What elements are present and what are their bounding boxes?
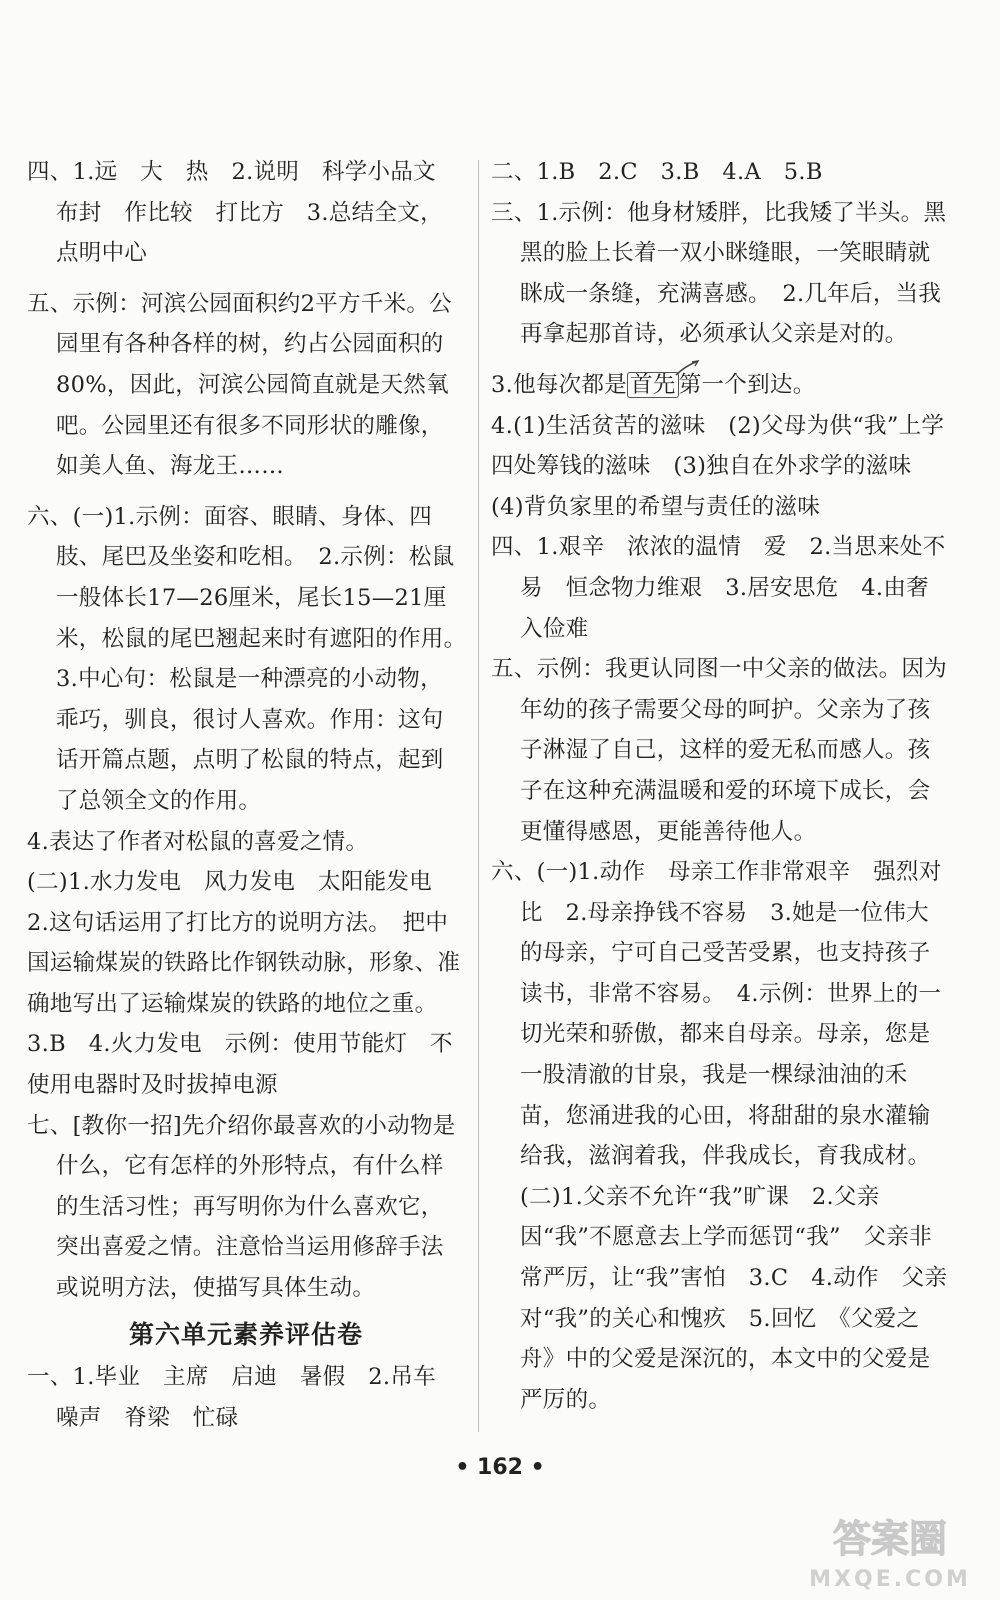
answer-section-5-right: 五、示例：我更认同图一中父亲的做法。因为年幼的孩子需要父母的呵护。父亲为了孩子淋湿了自己，这样的爱无私而感人。孩子在这种充满温暖和爱的环境下成长，会更懂得感恩，更能善待他人。 (491, 656, 948, 845)
answer-section-4: 四、1.远 大 热 2.说明 科学小品文 布封 作比较 打比方 3.总结全文，点明中心 (27, 159, 459, 267)
answer-section-3-item-3 (491, 365, 949, 406)
watermark-text: 答案圈 (832, 1517, 948, 1561)
answer-section-6-part-2-items: 2.这句话运用了打比方的说明方法。 把中国运输煤炭的铁路比作钢铁动脉，形象、准确地写出了运输煤炭的铁路的地位之重。 3.B 4.火力发电 示例：使用节能灯 不使用电器时及时拔掉电源 (27, 909, 461, 1099)
unit-6-title: 第六单元素养评估卷 (128, 1319, 363, 1349)
answer-section-6-part-1: 六、(一)1.示例：面容、眼睛、身体、四肢、尾巴及坐姿和吃相。 2.示例：松鼠一般体长17—26厘米，尾长15—21厘米，松鼠的尾巴翘起来时有遮阳的作用。 3.中心句：松鼠是一种漂亮的小动物，乖巧，驯良，很讨人喜欢。作用：这句话开篇点题，点明了松鼠的特点，起到了总领全文的作用。 (27, 503, 478, 814)
unit-6-section-1: 一、1.毕业 主席 启迪 暑假 2.吊车 噪声 脊梁 忙碌 (27, 1364, 459, 1431)
item-3-prefix: 3.他每次都是 (491, 371, 628, 398)
left-column (27, 152, 478, 1438)
watermark-logo (790, 1510, 990, 1595)
answer-section-6-part-2: (二)1.水力发电 风力发电 太阳能发电 (27, 869, 433, 896)
watermark-url: MXQE.COM (809, 1567, 971, 1592)
column-divider (478, 160, 479, 1432)
answer-section-5: 五、示例：河滨公园面积约2平方千米。公园里有各种各样的树，约占公园面积的80%，因此，河滨公园简直就是天然氧吧。公园里还有很多不同形状的雕像，如美人鱼、海龙王…… (27, 290, 453, 480)
insert-mark-icon (674, 359, 700, 377)
right-column (491, 152, 949, 1420)
answer-section-3: 三、1.示例：他身材矮胖，比我矮了半头。黑黑的脸上长着一双小眯缝眼，一笑眼睛就眯成一条缝，充满喜感。 2.几年后，当我再拿起那首诗，必须承认父亲是对的。 (491, 199, 947, 348)
item-3-suffix: 第一个到达。 (678, 371, 816, 398)
answer-section-6-right: 六、(一)1.动作 母亲工作非常艰辛 强烈对比 2.母亲挣钱不容易 3.她是一位伟大的母亲，宁可自己受苦受累，也支持孩子读书，非常不容易。 4.示例：世界上的一切光荣和骄傲，都来自母亲。母亲，您是一股清澈的甘泉，我是一棵绿油油的禾苗，您涌进我的心田，将甜甜的泉水灌输给我，滋润着我，伴我成长，育我成材。 (二)1.父亲不允许“我”旷课 2.父亲因“我”不愿意去上学而惩罚“我” 父亲非常严厉，让“我”害怕 3.C 4.动作 父亲对“我”的关心和愧疚 5.回忆 《父爱之舟》中的父爱是深沉的，本文中的父爱是严厉的。 (491, 859, 948, 1413)
answer-section-3-item-4: 4.(1)生活贫苦的滋味 (2)父母为供“我”上学四处筹钱的滋味 (3)独自在外求学的滋味 (4)背负家里的希望与责任的滋味 (491, 412, 945, 520)
answer-section-6-item-4: 4.表达了作者对松鼠的喜爱之情。 (27, 828, 369, 855)
answer-section-2: 二、1.B 2.C 3.B 4.A 5.B (491, 159, 823, 185)
page-number: • 162 • (455, 1455, 545, 1480)
answer-section-4-right: 四、1.艰辛 浓浓的温情 爱 2.当思来处不易 恒念物力维艰 3.居安思危 4.由奢入俭难 (491, 534, 946, 642)
boxed-word-text: 首先 (630, 371, 676, 398)
answer-section-7: 七、[教你一招]先介绍你最喜欢的小动物是什么，它有怎样的外形特点，有什么样的生活习性；再写明你为什么喜欢它，突出喜爱之情。注意恰当运用修辞手法或说明方法，使描写具体生动。 (27, 1112, 456, 1302)
boxed-word (627, 372, 679, 398)
